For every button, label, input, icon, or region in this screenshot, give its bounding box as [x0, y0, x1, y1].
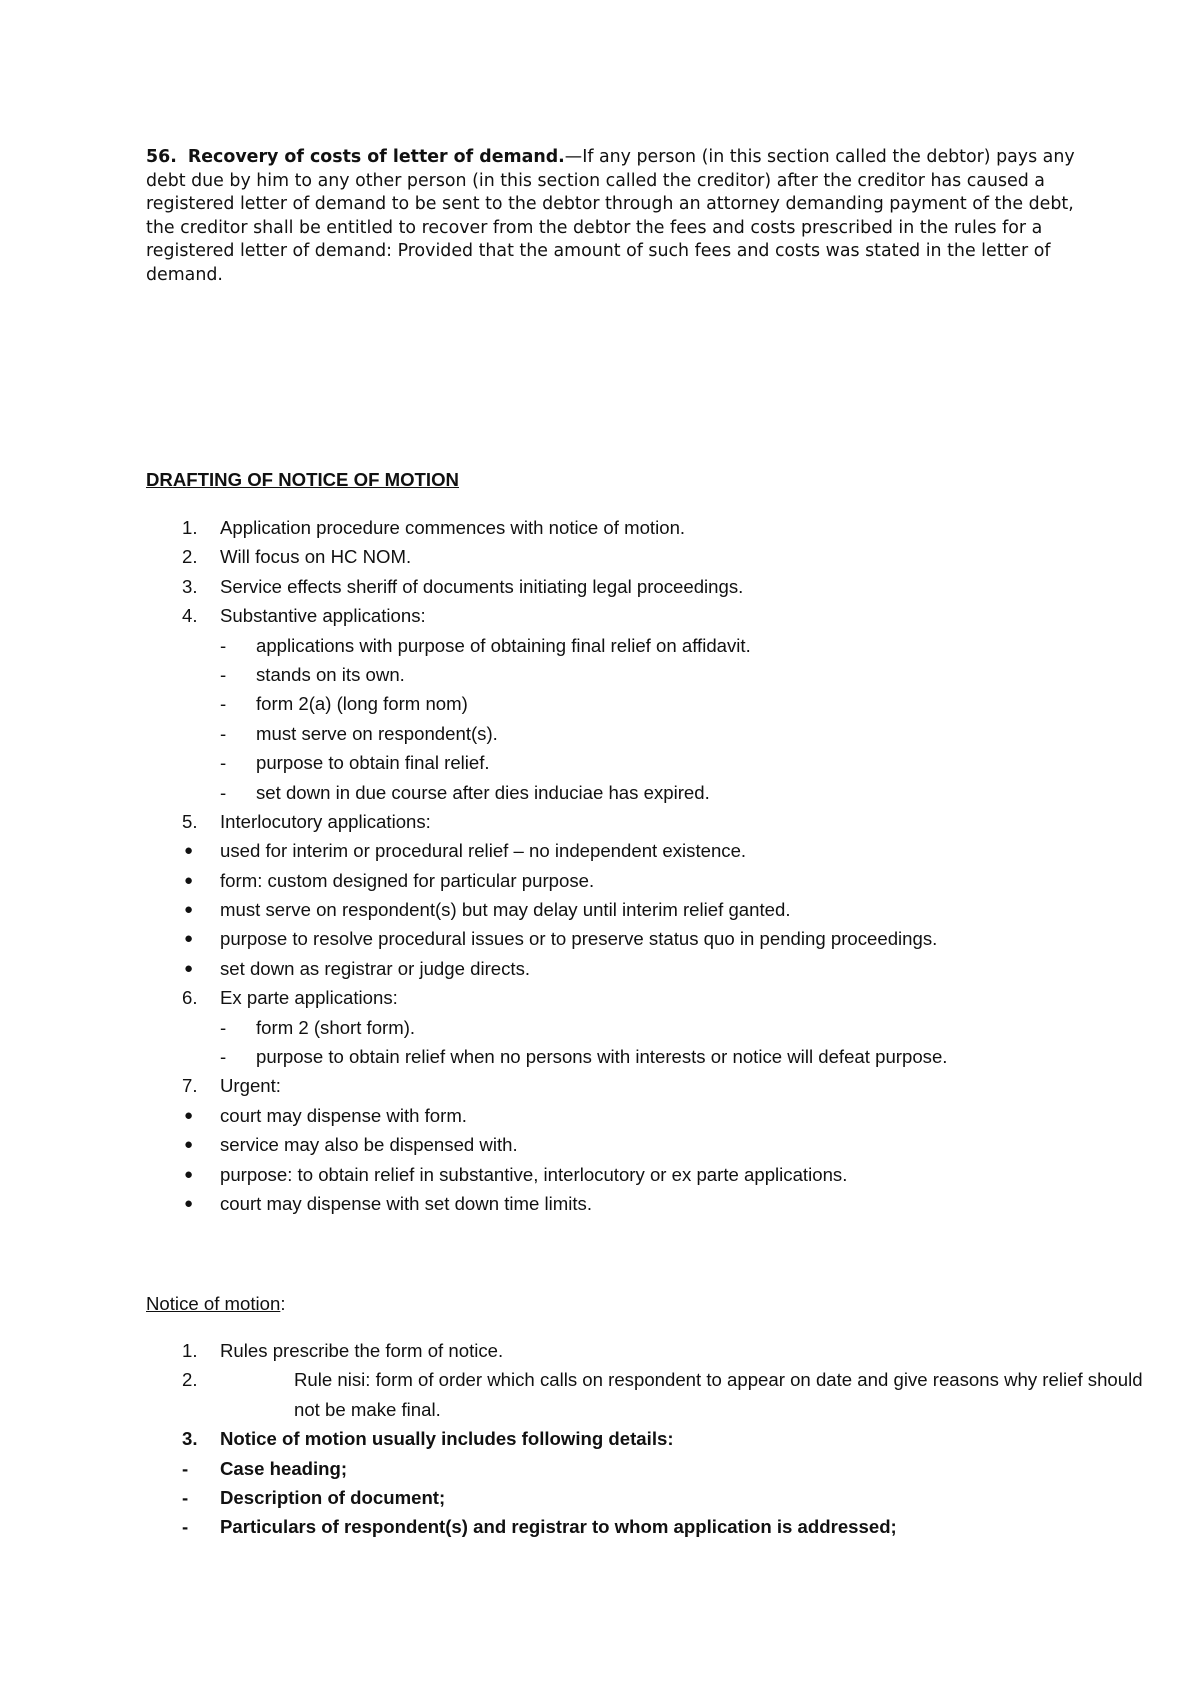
list-item	[146, 983, 1076, 1012]
bullet-icon: ●	[184, 1194, 194, 1212]
list-marker: 2.	[182, 1369, 198, 1391]
list-item	[146, 1013, 1076, 1042]
section-body: —If any person (in this section called the debtor) pays any debt due by him to any other person (in this section called the creditor) after the creditor has caused a registered letter of demand to be sent to the debtor through an attorney demanding payment of the debt, the creditor shall be entitled to recover from the debtor the fees and costs prescribed in the rules for a registered letter of demand: Provided that the amount of such fees and costs was stated in the letter of demand.	[146, 147, 1075, 285]
list-item	[146, 1189, 1076, 1218]
dash-marker: -	[220, 752, 227, 774]
drafting-list	[146, 513, 1076, 1218]
dash-marker: -	[182, 1457, 189, 1479]
list-item-text: purpose to obtain relief when no persons with interests or notice will defeat purpose.	[256, 1046, 948, 1068]
notice-title	[146, 1293, 286, 1315]
list-item-text: Rule nisi: form of order which calls on respondent to appear on date and give reasons why relief should not be make final.	[294, 1369, 1143, 1420]
list-item-text: Interlocutory applications:	[220, 810, 431, 832]
list-item-text: form 2(a) (long form nom)	[256, 693, 468, 715]
list-marker: 4.	[182, 605, 198, 627]
list-item-text: Ex parte applications:	[220, 987, 398, 1009]
list-item-text: used for interim or procedural relief – no independent existence.	[220, 840, 747, 862]
list-item-text: Will focus on HC NOM.	[220, 546, 412, 568]
bullet-icon: ●	[184, 959, 194, 977]
list-item-text: stands on its own.	[256, 663, 405, 685]
list-item-text: Application procedure commences with notice of motion.	[220, 517, 686, 538]
list-item	[146, 689, 1076, 718]
list-item-text: purpose: to obtain relief in substantive, interlocutory or ex parte applications.	[220, 1163, 848, 1185]
list-marker: 1.	[182, 517, 198, 538]
bullet-icon: ●	[184, 842, 194, 860]
list-item	[146, 836, 1076, 865]
list-item	[146, 1071, 1076, 1100]
list-item-text: Rules prescribe the form of notice.	[220, 1340, 504, 1361]
list-item	[146, 1483, 1076, 1512]
list-item	[146, 924, 1076, 953]
list-item-text: court may dispense with form.	[220, 1104, 467, 1126]
dash-marker: -	[220, 722, 227, 744]
section-56-paragraph	[146, 146, 1076, 288]
list-item-text: Case heading;	[220, 1457, 348, 1479]
list-item	[146, 1424, 1076, 1453]
list-item-text: purpose to resolve procedural issues or to preserve status quo in pending proceedings.	[220, 928, 938, 950]
list-item	[146, 719, 1076, 748]
list-marker: 1.	[182, 1340, 198, 1361]
list-item	[146, 748, 1076, 777]
list-item-text: applications with purpose of obtaining final relief on affidavit.	[256, 634, 751, 656]
list-item-text: must serve on respondent(s).	[256, 722, 498, 744]
list-item	[146, 660, 1076, 689]
list-item-text: Substantive applications:	[220, 605, 426, 627]
list-item-text: Urgent:	[220, 1075, 281, 1097]
list-item	[146, 631, 1076, 660]
list-item-text: Service effects sheriff of documents initiating legal proceedings.	[220, 575, 744, 597]
notice-title-text: Notice of motion	[146, 1293, 281, 1314]
list-item-text: form 2 (short form).	[256, 1016, 416, 1038]
list-item	[146, 1130, 1076, 1159]
list-marker: 5.	[182, 810, 198, 832]
notice-title-suffix: :	[280, 1293, 286, 1314]
list-item-text: purpose to obtain final relief.	[256, 752, 490, 774]
list-item	[146, 1336, 1076, 1365]
list-marker: 3.	[182, 1428, 198, 1450]
list-item	[146, 1454, 1076, 1483]
list-marker: 2.	[182, 546, 198, 568]
list-item	[146, 1042, 1076, 1071]
section-heading: Recovery of costs of letter of demand.	[187, 147, 565, 167]
list-item-text: set down in due course after dies induciae has expired.	[256, 781, 710, 803]
dash-marker: -	[220, 693, 227, 715]
list-item-text: must serve on respondent(s) but may delay until interim relief ganted.	[220, 899, 791, 921]
dash-marker: -	[220, 1016, 227, 1038]
list-item	[146, 1101, 1076, 1130]
list-item	[146, 542, 1076, 571]
list-item-text: Particulars of respondent(s) and registrar to whom application is addressed;	[220, 1516, 897, 1538]
bullet-icon: ●	[184, 930, 194, 948]
dash-marker: -	[182, 1486, 189, 1508]
dash-marker: -	[220, 663, 227, 685]
dash-marker: -	[220, 781, 227, 803]
list-item	[146, 1365, 1143, 1424]
notice-list	[146, 1336, 1143, 1542]
list-item-text: Description of document;	[220, 1486, 446, 1508]
drafting-title: DRAFTING OF NOTICE OF MOTION	[146, 469, 459, 490]
section-number: 56.	[146, 147, 177, 167]
bullet-icon: ●	[184, 1136, 194, 1154]
bullet-icon: ●	[184, 1106, 194, 1124]
list-item-text: court may dispense with set down time limits.	[220, 1192, 593, 1214]
list-item-text: Notice of motion usually includes following details:	[220, 1428, 674, 1450]
list-item	[146, 866, 1076, 895]
list-item	[146, 513, 1076, 542]
bullet-icon: ●	[184, 1165, 194, 1183]
dash-marker: -	[182, 1516, 189, 1538]
bullet-icon: ●	[184, 901, 194, 919]
list-item	[146, 1160, 1076, 1189]
list-item	[146, 954, 1076, 983]
list-item	[146, 572, 1076, 601]
list-item	[146, 807, 1076, 836]
list-item-text: set down as registrar or judge directs.	[220, 957, 531, 979]
bullet-icon: ●	[184, 871, 194, 889]
list-marker: 3.	[182, 575, 198, 597]
dash-marker: -	[220, 1046, 227, 1068]
list-item	[146, 895, 1076, 924]
list-marker: 7.	[182, 1075, 198, 1097]
list-item	[146, 1512, 1076, 1541]
dash-marker: -	[220, 634, 227, 656]
list-item	[146, 601, 1076, 630]
list-item-text: form: custom designed for particular purpose.	[220, 869, 595, 891]
list-marker: 6.	[182, 987, 198, 1009]
list-item-text: service may also be dispensed with.	[220, 1134, 518, 1156]
list-item	[146, 778, 1076, 807]
